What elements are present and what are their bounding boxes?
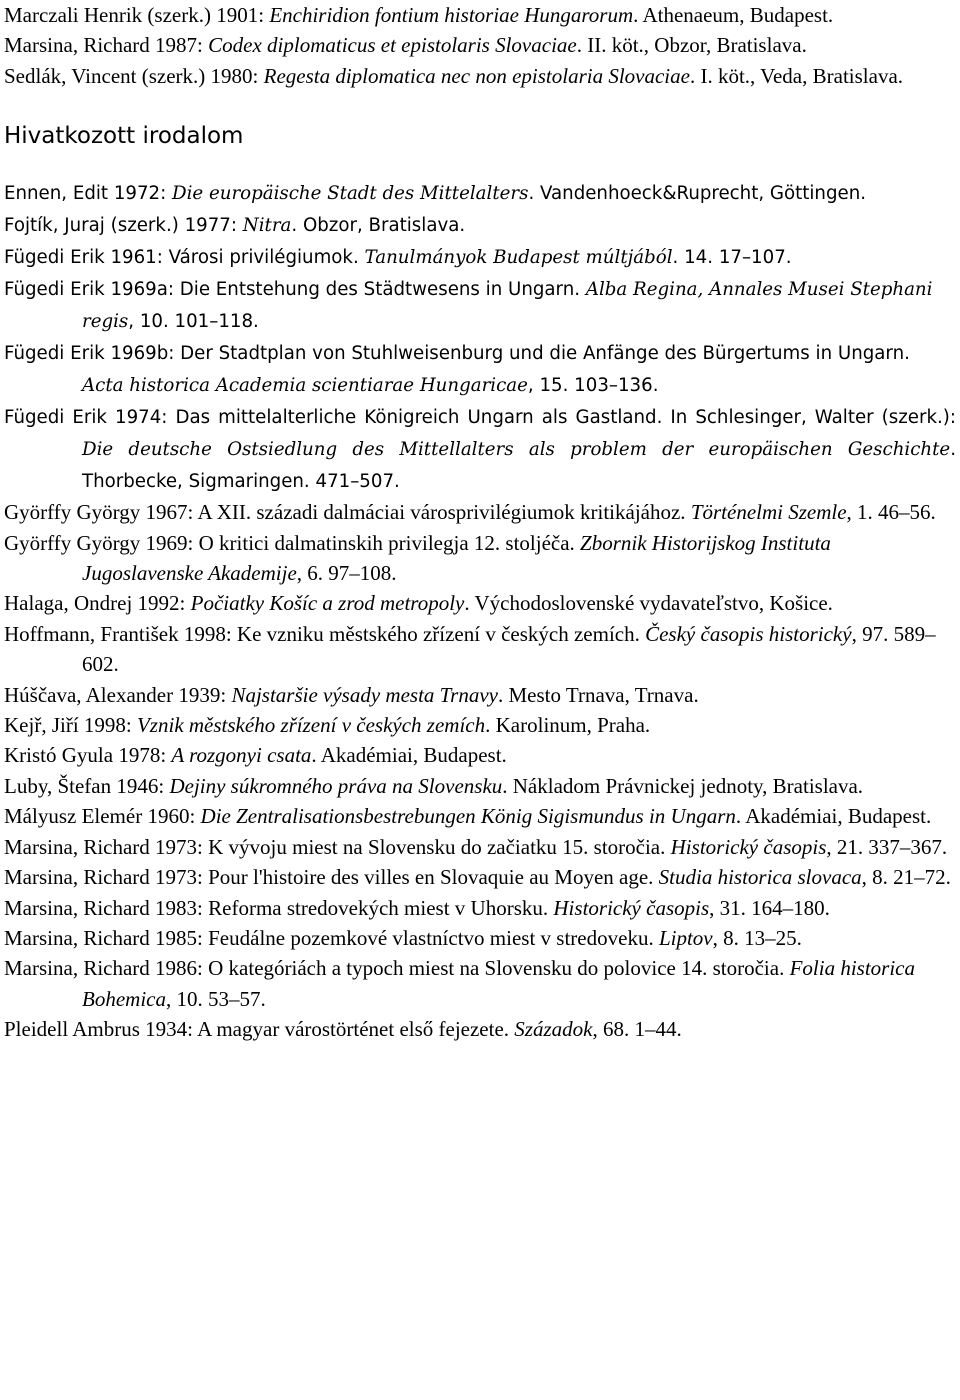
reference-publisher: . Thorbecke, Sigmaringen. 471–507. xyxy=(82,439,956,493)
serif-reference-list xyxy=(4,497,956,1044)
reference-title: Codex diplomaticus et epistolaris Slovaciae xyxy=(208,33,577,58)
reference-entry xyxy=(4,862,956,892)
reference-publisher: . Obzor, Bratislava. xyxy=(291,215,466,237)
reference-entry xyxy=(4,0,956,30)
reference-title: Die europäische Stadt des Mittelalters xyxy=(172,183,529,205)
reference-author: Fojtík, Juraj (szerk.) 1977: xyxy=(4,215,243,237)
reference-title: Die deutsche Ostsiedlung des Mittellalters als problem der europäischen Geschichte xyxy=(82,439,951,461)
reference-author: Fügedi Erik 1974: Das mittelalterliche Königreich Ungarn als Gastland. In Schlesinger, Walter (szerk.): xyxy=(4,407,956,429)
reference-title: Český časopis historický xyxy=(645,621,852,646)
reference-author: Mályusz Elemér 1960: xyxy=(4,804,201,829)
reference-author: Fügedi Erik 1969a: Die Entstehung des Städtwesens in Ungarn. xyxy=(4,279,586,301)
reference-author: Hoffmann, František 1998: Ke vzniku městského zřízení v českých zemích. xyxy=(4,621,646,646)
reference-title: Dejiny súkromného práva na Slovensku xyxy=(169,773,503,798)
reference-author: Pleidell Ambrus 1934: A magyar várostörténet első fejezete. xyxy=(4,1017,515,1042)
reference-title: Vznik městského zřízení v českých zemích xyxy=(136,713,486,738)
reference-entry xyxy=(4,209,956,241)
reference-title: Najstaršie výsady mesta Trnavy xyxy=(231,682,498,707)
reference-title: Počiatky Košíc a zrod metropoly xyxy=(190,591,465,616)
reference-entry xyxy=(4,497,956,527)
reference-author: Marczali Henrik (szerk.) 1901: xyxy=(4,3,270,27)
reference-entry xyxy=(4,680,956,710)
reference-publisher: . Akadémiai, Budapest. xyxy=(735,804,932,829)
reference-entry xyxy=(4,710,956,740)
reference-title: Folia historica Bohemica xyxy=(82,956,915,1011)
reference-publisher: , 10. 101–118. xyxy=(128,311,259,333)
cited-literature-list xyxy=(4,177,956,497)
reference-author: Marsina, Richard 1985: Feudálne pozemkové vlastníctvo miest v stredoveku. xyxy=(4,925,659,950)
reference-title: Zbornik Historijskog Instituta Jugoslavenske Akademije xyxy=(82,530,831,586)
reference-entry xyxy=(4,401,956,497)
reference-entry xyxy=(4,30,956,60)
reference-title: Enchiridion fontium historiae Hungarorum xyxy=(269,3,634,27)
reference-author: Györffy György 1969: O kritici dalmatinskih privilegja 12. stoljéča. xyxy=(4,530,581,555)
reference-publisher: , 68. 1–44. xyxy=(592,1017,682,1042)
reference-publisher: , 97. 589–602. xyxy=(82,621,936,677)
reference-entry xyxy=(4,61,956,91)
reference-author: Fügedi Erik 1969b: Der Stadtplan von Stuhlweisenburg und die Anfänge des Bürgertums in Ungarn. xyxy=(4,343,910,365)
reference-title: Historický časopis xyxy=(670,834,827,859)
reference-title: Historický časopis xyxy=(553,895,710,920)
reference-author: Luby, Štefan 1946: xyxy=(4,773,170,798)
reference-title: Liptov xyxy=(658,925,713,950)
reference-entry xyxy=(4,923,956,953)
reference-author: Húščava, Alexander 1939: xyxy=(4,682,232,707)
reference-entry xyxy=(4,801,956,831)
reference-publisher: , 10. 53–57. xyxy=(165,986,266,1011)
reference-publisher: . Karolinum, Praha. xyxy=(485,713,651,738)
reference-publisher: . Nákladom Právnickej jednoty, Bratislava. xyxy=(502,773,864,798)
reference-publisher: . I. köt., Veda, Bratislava. xyxy=(689,63,904,88)
reference-entry xyxy=(4,588,956,618)
reference-entry xyxy=(4,771,956,801)
reference-author: Fügedi Erik 1961: Városi privilégiumok. xyxy=(4,247,365,269)
reference-entry xyxy=(4,832,956,862)
reference-entry xyxy=(4,1014,956,1044)
reference-publisher: , 15. 103–136. xyxy=(527,375,659,397)
reference-title: Acta historica Academia scientiarae Hungaricae xyxy=(82,375,528,397)
reference-publisher: , 21. 337–367. xyxy=(826,834,948,859)
reference-entry xyxy=(4,337,956,401)
section-heading: Hivatkozott irodalom xyxy=(4,123,244,150)
reference-title: Történelmi Szemle xyxy=(690,500,847,525)
reference-title: Tanulmányok Budapest múltjából xyxy=(364,247,673,269)
reference-publisher: . 14. 17–107. xyxy=(672,247,792,269)
reference-title: Alba Regina, Annales Musei Stephani regis xyxy=(82,279,933,333)
reference-entry xyxy=(4,241,956,273)
reference-entry xyxy=(4,177,956,209)
reference-entry xyxy=(4,893,956,923)
reference-publisher: , 8. 13–25. xyxy=(712,925,802,950)
reference-entry xyxy=(4,528,956,589)
reference-title: Regesta diplomatica nec non epistolaria Slovaciae xyxy=(263,63,690,88)
reference-author: Ennen, Edit 1972: xyxy=(4,183,173,205)
reference-publisher: . II. köt., Obzor, Bratislava. xyxy=(576,33,807,58)
reference-entry xyxy=(4,953,956,1014)
reference-entry xyxy=(4,273,956,337)
reference-entry xyxy=(4,740,956,770)
reference-title: Die Zentralisationsbestrebungen König Sigismundus in Ungarn xyxy=(200,804,736,829)
reference-author: Halaga, Ondrej 1992: xyxy=(4,591,191,616)
reference-entry xyxy=(4,619,956,680)
reference-author: Marsina, Richard 1973: K vývoju miest na Slovensku do začiatku 15. storočia. xyxy=(4,834,671,859)
reference-publisher: . Akadémiai, Budapest. xyxy=(311,743,507,768)
reference-author: Kristó Gyula 1978: xyxy=(4,743,172,768)
reference-author: Kejř, Jiří 1998: xyxy=(4,713,137,738)
reference-title: Századok xyxy=(514,1017,593,1042)
reference-title: Nitra xyxy=(242,215,292,237)
reference-author: Marsina, Richard 1987: xyxy=(4,33,209,58)
reference-publisher: . Vandenhoeck&Ruprecht, Göttingen. xyxy=(528,183,867,205)
reference-author: Sedlák, Vincent (szerk.) 1980: xyxy=(4,63,264,88)
reference-title: Studia historica slovaca xyxy=(658,865,862,890)
reference-author: Györffy György 1967: A XII. századi dalmáciai városprivilégiumok kritikájához. xyxy=(4,500,691,525)
reference-title: A rozgonyi csata xyxy=(171,743,312,768)
reference-publisher: , 8. 21–72. xyxy=(861,865,951,890)
reference-publisher: , 6. 97–108. xyxy=(296,561,397,586)
reference-author: Marsina, Richard 1986: O kategóriách a typoch miest na Slovensku do polovice 14. storočia. xyxy=(4,956,790,981)
reference-publisher: . Athenaeum, Budapest. xyxy=(633,3,834,27)
top-reference-list xyxy=(4,0,956,91)
reference-author: Marsina, Richard 1973: Pour l'histoire des villes en Slovaquie au Moyen age. xyxy=(4,865,659,890)
reference-publisher: . Mesto Trnava, Trnava. xyxy=(498,682,699,707)
reference-author: Marsina, Richard 1983: Reforma stredovekých miest v Uhorsku. xyxy=(4,895,554,920)
reference-publisher: , 31. 164–180. xyxy=(709,895,830,920)
reference-publisher: . Východoslovenské vydavateľstvo, Košice. xyxy=(464,591,833,616)
reference-publisher: , 1. 46–56. xyxy=(846,500,936,525)
